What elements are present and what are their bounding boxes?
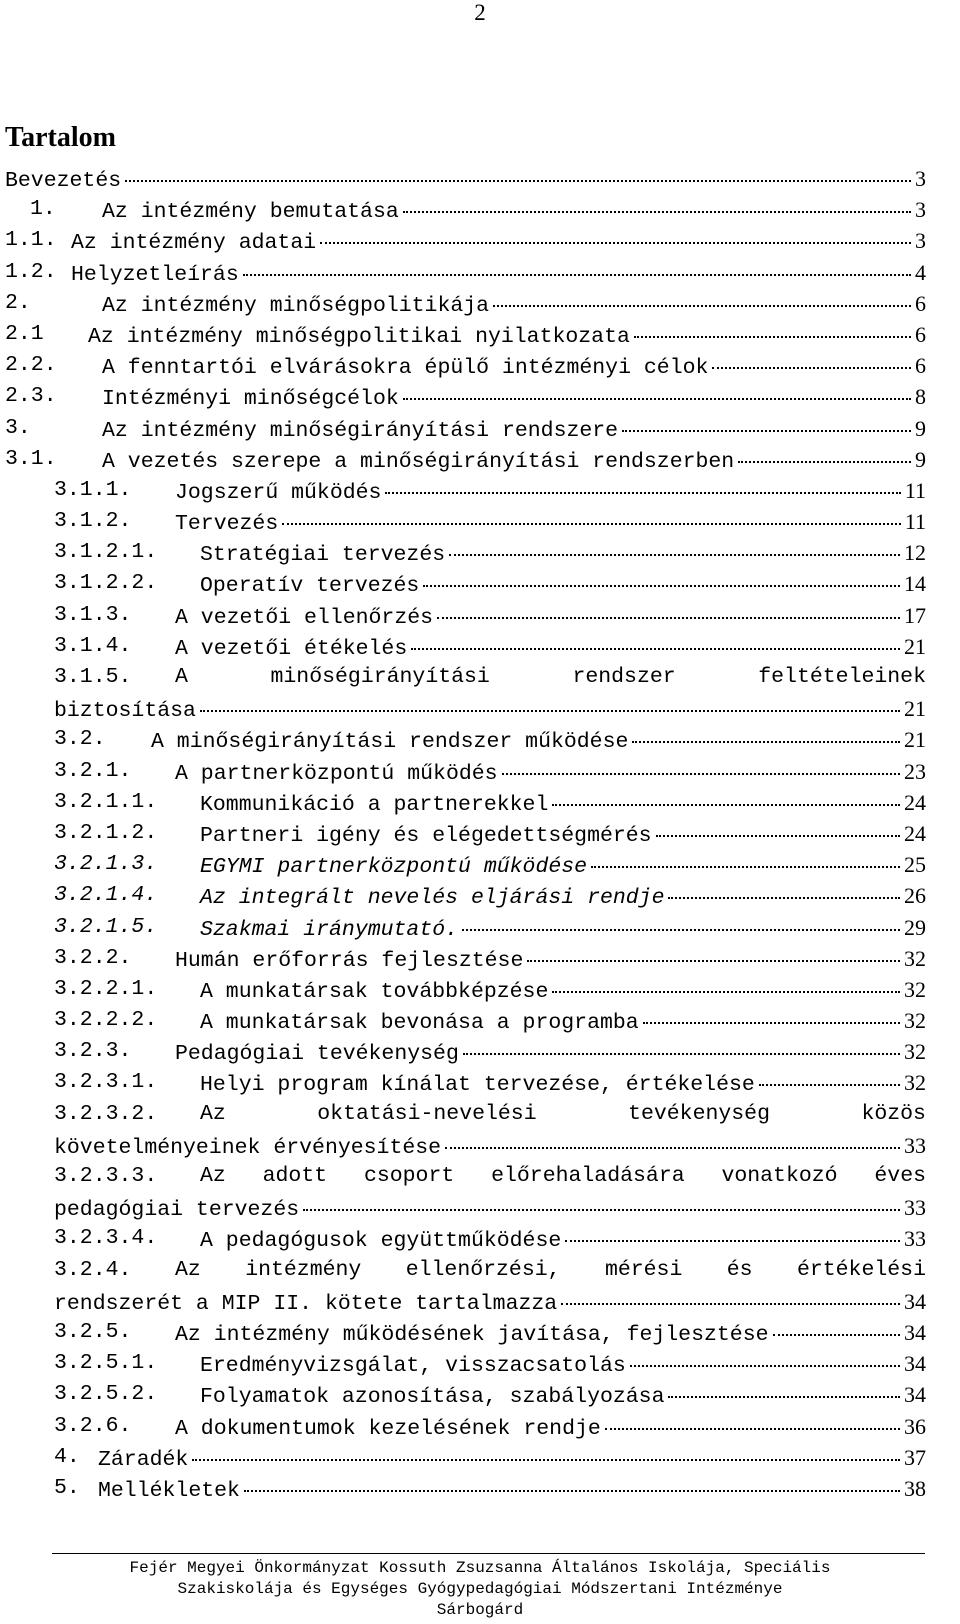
toc-entry[interactable]: [0, 1192, 960, 1223]
toc-entry-number: 3.2.3.: [54, 1039, 132, 1064]
toc-dot-leader: [303, 1207, 900, 1211]
toc-entry[interactable]: [0, 1036, 960, 1067]
toc-entry-number: 3.2.1.4.: [54, 883, 158, 908]
toc-entry-number: 3.1.4.: [54, 633, 132, 658]
toc-entry-number: 1.: [30, 197, 56, 222]
toc-entry[interactable]: [0, 631, 960, 662]
toc-dot-leader: [591, 864, 900, 868]
toc-entry-text: Tervezés: [175, 509, 280, 540]
toc-entry[interactable]: [0, 849, 960, 880]
toc-title: Tartalom: [5, 122, 116, 153]
toc-dot-leader: [630, 1363, 900, 1367]
toc-entry-text: Folyamatok azonosítása, szabályozása: [200, 1382, 666, 1413]
toc-dot-leader: [449, 552, 900, 556]
toc-entry[interactable]: [0, 1099, 960, 1130]
toc-entry[interactable]: [0, 1317, 960, 1348]
toc-dot-leader: [773, 1332, 901, 1336]
toc-entry-number: 3.1.: [5, 446, 57, 471]
toc-entry-number: 3.2.1.3.: [54, 852, 158, 877]
toc-entry-number: 3.2.2.1.: [54, 976, 158, 1001]
toc-entry[interactable]: [0, 880, 960, 911]
toc-entry-text: A vezetői ellenőrzés: [175, 603, 435, 634]
toc-dot-leader: [656, 833, 900, 837]
toc-entry[interactable]: [0, 444, 960, 475]
toc-entry-text: Az intézmény adatai: [71, 228, 318, 259]
toc-entry[interactable]: [0, 662, 960, 693]
toc-entry-number: 1.1.: [5, 228, 57, 253]
toc-entry-page: 6: [915, 290, 926, 316]
toc-entry-page: 24: [904, 789, 926, 815]
toc-entry-number: 3.1.5.: [54, 665, 132, 689]
toc-entry-text: Az oktatási-nevelési tevékenység közös: [200, 1101, 926, 1126]
toc-entry-page: 32: [904, 1039, 926, 1065]
toc-entry-text: A partnerközpontú működés: [175, 759, 500, 790]
toc-entry-number: 3.2.1.5.: [54, 914, 158, 939]
toc-entry-page: 32: [904, 945, 926, 971]
toc-dot-leader: [759, 1082, 900, 1086]
toc-entry[interactable]: [0, 1348, 960, 1379]
toc-entry[interactable]: [0, 319, 960, 350]
toc-entry-page: 25: [904, 852, 926, 878]
toc-entry-number: 2.: [5, 290, 31, 315]
toc-entry-text: Az intézmény minőségpolitikája: [102, 291, 491, 322]
toc-dot-leader: [445, 1145, 900, 1149]
toc-entry-text: A minőségirányítási rendszer feltételeinek: [175, 665, 926, 689]
toc-entry-page: 32: [904, 976, 926, 1002]
toc-entry-text: Eredményvizsgálat, visszacsatolás: [200, 1351, 628, 1382]
toc-entry-page: 37: [904, 1444, 926, 1470]
toc-entry-number: 3.2.: [54, 727, 106, 752]
page-number: 2: [474, 0, 486, 25]
toc-entry-page: 17: [904, 602, 926, 628]
toc-entry-page: 21: [904, 727, 926, 753]
toc-entry-number: 3.2.2.: [54, 945, 132, 970]
footer-line-1: Fejér Megyei Önkormányzat Kossuth Zsuzsanna Általános Iskolája, Speciális: [129, 1559, 831, 1577]
toc-entry-text: A fenntartói elvárásokra épülő intézményi célok: [102, 353, 710, 384]
toc-entry-number: 3.2.1.1.: [54, 789, 158, 814]
toc-entry-page: 3: [915, 197, 926, 223]
toc-entry-text: Mellékletek: [98, 1476, 242, 1507]
toc-dot-leader: [243, 272, 911, 276]
toc-dot-leader: [463, 1051, 900, 1055]
toc-entry-text: A vezetői étékelés: [175, 634, 409, 665]
toc-entry[interactable]: [0, 257, 960, 288]
toc-dot-leader: [552, 989, 900, 993]
toc-entry[interactable]: [0, 1411, 960, 1442]
toc-entry-number: 3.2.3.2.: [54, 1101, 158, 1126]
toc-dot-leader: [125, 178, 911, 182]
toc-entry[interactable]: [0, 350, 960, 381]
toc-dot-leader: [411, 646, 900, 650]
toc-entry-page: 23: [904, 758, 926, 784]
toc-entry[interactable]: [0, 693, 960, 724]
toc-entry[interactable]: [0, 163, 960, 194]
toc-entry-page: 38: [904, 1475, 926, 1501]
toc-dot-leader: [385, 490, 900, 494]
toc-dot-leader: [668, 1394, 900, 1398]
toc-entry[interactable]: [0, 787, 960, 818]
toc-entry-text: biztosítása: [54, 696, 198, 727]
toc-entry-number: 3.2.3.1.: [54, 1070, 158, 1095]
toc-dot-leader: [403, 209, 911, 213]
toc-entry[interactable]: [0, 506, 960, 537]
toc-entry[interactable]: [0, 974, 960, 1005]
toc-entry-text: EGYMI partnerközpontú működése: [200, 852, 589, 883]
toc-entry-text: Az intézmény bemutatása: [102, 197, 401, 228]
toc-entry-text: Az intézmény minőségpolitikai nyilatkozata: [88, 322, 632, 353]
toc-entry[interactable]: [0, 600, 960, 631]
footer-rule: [52, 1553, 925, 1554]
toc-entry-text: A dokumentumok kezelésének rendje: [175, 1414, 603, 1445]
toc-entry[interactable]: [0, 818, 960, 849]
toc-entry-text: Humán erőforrás fejlesztése: [175, 946, 525, 977]
toc-entry[interactable]: [0, 1286, 960, 1317]
toc-entry-number: 3.2.4.: [54, 1257, 132, 1282]
toc-dot-leader: [437, 615, 900, 619]
toc-entry-page: 12: [904, 540, 926, 566]
toc-entry-number: 3.2.3.3.: [54, 1164, 158, 1188]
toc-dot-leader: [527, 958, 900, 962]
toc-entry-text: Az intézmény minőségirányítási rendszere: [102, 416, 620, 447]
toc-entry-number: 4.: [54, 1444, 80, 1469]
toc-entry-text: Pedagógiai tevékenység: [175, 1039, 461, 1070]
toc-entry-page: 34: [904, 1351, 926, 1377]
toc-entry-text: Bevezetés: [5, 166, 123, 197]
toc-entry-page: 11: [904, 509, 926, 535]
toc-entry-page: 24: [904, 820, 926, 846]
toc-entry-number: 3.1.2.2.: [54, 571, 158, 596]
toc-entry[interactable]: [0, 1005, 960, 1036]
toc-dot-leader: [668, 895, 900, 899]
toc-entry-text: Az adott csoport előrehaladására vonatkozó éves: [200, 1164, 926, 1188]
toc-entry-page: 3: [915, 166, 926, 191]
toc-entry-number: 3.1.2.1.: [54, 540, 158, 565]
toc-entry[interactable]: [0, 1223, 960, 1254]
toc-entry[interactable]: [0, 288, 960, 319]
toc-entry-page: 9: [915, 446, 926, 472]
toc-dot-leader: [423, 583, 900, 587]
toc-dot-leader: [605, 1426, 900, 1430]
toc-entry[interactable]: [0, 568, 960, 599]
toc-dot-leader: [738, 459, 911, 463]
toc-entry-number: 3.: [5, 415, 31, 440]
toc-entry-page: 6: [915, 321, 926, 347]
toc-entry-page: 33: [904, 1132, 926, 1158]
toc-entry-number: 3.2.5.: [54, 1319, 132, 1344]
toc-entry-number: 1.2.: [5, 259, 57, 284]
toc-dot-leader: [244, 1488, 900, 1492]
toc-dot-leader: [622, 428, 911, 432]
toc-entry-number: 3.2.5.1.: [54, 1351, 158, 1376]
toc-entry-text: Záradék: [98, 1445, 190, 1476]
toc-entry[interactable]: [0, 413, 960, 444]
toc-entry-page: 4: [915, 259, 926, 285]
toc-entry-text: követelményeinek érvényesítése: [54, 1133, 443, 1164]
toc-entry-text: A munkatársak továbbképzése: [200, 977, 550, 1008]
toc-entry[interactable]: [0, 1161, 960, 1192]
toc-entry-number: 3.1.3.: [54, 602, 132, 627]
toc-dot-leader: [552, 802, 900, 806]
toc-dot-leader: [632, 739, 900, 743]
toc-entry[interactable]: [0, 225, 960, 256]
toc-dot-leader: [403, 396, 911, 400]
toc-entry-page: 14: [904, 571, 926, 597]
toc-entry-text: A pedagógusok együttműködése: [200, 1226, 563, 1257]
toc-entry-page: 36: [904, 1413, 926, 1439]
toc-entry-number: 3.2.6.: [54, 1413, 132, 1438]
toc-entry-number: 3.1.2.: [54, 509, 132, 534]
toc-entry-page: 3: [915, 228, 926, 254]
toc-entry-number: 2.2.: [5, 353, 57, 378]
toc-entry-text: rendszerét a MIP II. kötete tartalmazza: [54, 1289, 559, 1320]
toc-entry[interactable]: [0, 194, 960, 225]
toc-entry[interactable]: [0, 943, 960, 974]
toc-entry-text: A munkatársak bevonása a programba: [200, 1008, 641, 1039]
toc-entry-page: 32: [904, 1070, 926, 1096]
toc-entry-page: 9: [915, 415, 926, 441]
toc-entry-text: Kommunikáció a partnerekkel: [200, 790, 550, 821]
toc-entry-page: 34: [904, 1382, 926, 1408]
toc-entry-text: Jogszerű működés: [175, 478, 383, 509]
toc-entry-text: Az integrált nevelés eljárási rendje: [200, 883, 666, 914]
toc-entry-text: Intézményi minőségcélok: [102, 384, 401, 415]
toc-entry[interactable]: [0, 1442, 960, 1473]
toc-entry-text: Partneri igény és elégedettségmérés: [200, 821, 654, 852]
toc-entry-text: Helyzetleírás: [71, 260, 241, 291]
toc-entry-page: 32: [904, 1008, 926, 1034]
toc-dot-leader: [712, 365, 911, 369]
toc-entry-text: Stratégiai tervezés: [200, 540, 447, 571]
toc-dot-leader: [200, 708, 900, 712]
toc-entry-number: 5.: [54, 1475, 80, 1500]
toc-entry[interactable]: [0, 1379, 960, 1410]
toc-entry[interactable]: [0, 1255, 960, 1286]
toc-entry[interactable]: [0, 724, 960, 755]
toc-entry-number: 3.1.1.: [54, 477, 132, 502]
toc-entry-text: A vezetés szerepe a minőségirányítási rendszerben: [102, 447, 736, 478]
footer: [0, 1558, 960, 1621]
toc-entry[interactable]: [0, 1473, 960, 1504]
toc-entry-page: 8: [915, 384, 926, 410]
toc-entry-page: 21: [904, 633, 926, 659]
toc-entry[interactable]: [0, 381, 960, 412]
table-of-contents: [0, 163, 960, 1504]
toc-entry-number: 3.2.2.2.: [54, 1008, 158, 1033]
toc-dot-leader: [634, 334, 911, 338]
toc-entry-number: 3.2.1.2.: [54, 820, 158, 845]
toc-dot-leader: [565, 1238, 900, 1242]
toc-entry-page: 34: [904, 1319, 926, 1345]
toc-entry-text: Szakmai iránymutató.: [200, 915, 460, 946]
toc-entry-number: 3.2.1.: [54, 758, 132, 783]
toc-entry-page: 11: [904, 477, 926, 503]
toc-entry[interactable]: [0, 756, 960, 787]
toc-entry-number: 3.2.3.4.: [54, 1226, 158, 1251]
toc-entry-page: 33: [904, 1195, 926, 1221]
toc-entry[interactable]: [0, 475, 960, 506]
toc-entry[interactable]: [0, 537, 960, 568]
toc-entry-text: Helyi program kínálat tervezése, értékelése: [200, 1070, 757, 1101]
toc-entry-page: 21: [904, 696, 926, 722]
toc-entry[interactable]: [0, 1067, 960, 1098]
toc-dot-leader: [192, 1457, 900, 1461]
toc-entry[interactable]: [0, 912, 960, 943]
toc-entry-page: 29: [904, 914, 926, 940]
toc-entry-number: 2.1: [5, 321, 44, 346]
toc-entry-text: Az intézmény ellenőrzési, mérési és értékelési: [175, 1257, 926, 1282]
toc-dot-leader: [502, 771, 900, 775]
toc-entry[interactable]: [0, 1130, 960, 1161]
toc-dot-leader: [643, 1020, 900, 1024]
toc-entry-text: A minőségirányítási rendszer működése: [151, 727, 630, 758]
toc-entry-page: 33: [904, 1226, 926, 1252]
toc-entry-text: Operatív tervezés: [200, 571, 421, 602]
toc-entry-number: 2.3.: [5, 384, 57, 409]
toc-dot-leader: [462, 927, 900, 931]
toc-dot-leader: [282, 521, 901, 525]
toc-entry-page: 6: [915, 353, 926, 379]
toc-entry-page: 34: [904, 1288, 926, 1314]
footer-line-2: Szakiskolája és Egységes Gyógypedagógiai Módszertani Intézménye: [177, 1580, 783, 1598]
toc-entry-text: Az intézmény működésének javítása, fejlesztése: [175, 1320, 771, 1351]
footer-line-3: Sárbogárd: [436, 1601, 524, 1619]
toc-dot-leader: [561, 1301, 900, 1305]
toc-entry-number: 3.2.5.2.: [54, 1382, 158, 1407]
toc-entry-page: 26: [904, 883, 926, 909]
toc-entry-text: pedagógiai tervezés: [54, 1195, 301, 1226]
toc-dot-leader: [493, 303, 911, 307]
toc-dot-leader: [320, 240, 911, 244]
